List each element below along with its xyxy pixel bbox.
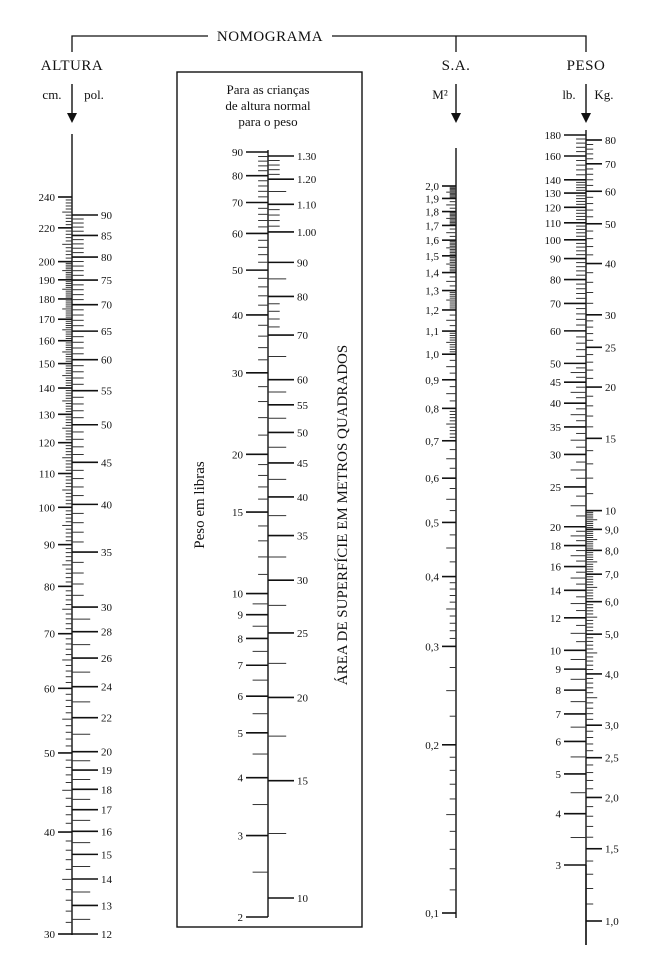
peso-kg-tick-label: 20 — [605, 382, 616, 395]
altura-pol-tick-label: 18 — [101, 784, 112, 797]
box-sa-tick-label: 60 — [297, 374, 308, 387]
altura-pol-tick-label: 17 — [101, 804, 112, 817]
peso-lb-tick-label: 140 — [544, 174, 561, 187]
peso-lb-tick-label: 14 — [550, 585, 561, 598]
peso-lb-tick-label: 12 — [550, 612, 561, 625]
peso-kg-tick-label: 70 — [605, 158, 616, 171]
box-title-line3: para o peso — [238, 114, 298, 129]
peso-kg-tick-label: 8,0 — [605, 545, 619, 558]
sa-tick-label: 0,6 — [425, 473, 439, 486]
peso-lb-tick-label: 5 — [555, 768, 561, 781]
altura-pol-tick-label: 55 — [101, 385, 112, 398]
title: NOMOGRAMA — [216, 29, 324, 45]
box-libras-tick-label: 9 — [237, 609, 243, 622]
scale-labels — [39, 130, 620, 941]
peso-kg-tick-label: 3,0 — [605, 720, 619, 733]
peso-lb-tick-label: 110 — [544, 217, 561, 230]
peso-lb-tick-label: 120 — [544, 202, 561, 215]
peso-lb-tick-label: 7 — [555, 708, 561, 721]
altura-cm-tick-label: 130 — [38, 409, 55, 422]
sa-arrow — [451, 84, 461, 123]
box-libras-tick-label: 10 — [232, 588, 243, 601]
scale-ticks — [58, 135, 602, 958]
altura-cm-tick-label: 220 — [38, 222, 55, 235]
sa-tick-label: 0,2 — [425, 739, 439, 752]
peso-lb-tick-label: 8 — [555, 685, 561, 698]
altura-pol-tick-label: 35 — [101, 547, 112, 560]
altura-cm-tick-label: 140 — [38, 383, 55, 396]
sa-tick-label: 1,4 — [425, 267, 439, 280]
box-sa-tick-label: 90 — [297, 257, 308, 270]
box-sa-tick-label: 25 — [297, 627, 308, 640]
sa-tick-label: 1,6 — [425, 235, 439, 248]
sa-tick-label: 0,8 — [425, 403, 439, 416]
altura-units-cm: cm. — [42, 87, 62, 102]
box-libras-tick-label: 80 — [232, 170, 243, 183]
sa-tick-label: 0,1 — [425, 908, 439, 920]
box-libras-tick-label: 30 — [232, 367, 243, 380]
altura-pol-tick-label: 20 — [101, 746, 112, 759]
altura-cm-tick-label: 240 — [38, 192, 55, 204]
peso-kg-tick-label: 10 — [605, 505, 616, 518]
box-sa-tick-label: 1.30 — [297, 151, 317, 163]
altura-cm-tick-label: 80 — [44, 581, 55, 594]
altura-cm-tick-label: 50 — [44, 747, 55, 760]
box-sa-tick-label: 80 — [297, 291, 308, 304]
peso-lb-tick-label: 70 — [550, 298, 561, 311]
box-sa-tick-label: 1.00 — [297, 226, 317, 239]
altura-pol-tick-label: 60 — [101, 354, 112, 367]
box-sa-tick-label: 15 — [297, 775, 308, 788]
altura-pol-tick-label: 14 — [101, 873, 112, 886]
altura-pol-tick-label: 15 — [101, 849, 112, 862]
peso-kg-tick-label: 6,0 — [605, 596, 619, 609]
sa-tick-label: 1,5 — [425, 250, 439, 263]
peso-lb-tick-label: 9 — [555, 664, 561, 677]
sa-tick-label: 1,1 — [425, 326, 439, 339]
altura-pol-tick-label: 16 — [101, 826, 112, 839]
box-libras-tick-label: 4 — [237, 772, 243, 785]
altura-cm-tick-label: 160 — [38, 335, 55, 348]
sa-tick-label: 0,9 — [425, 374, 439, 387]
box-libras-tick-label: 60 — [232, 228, 243, 241]
box-libras-tick-label: 6 — [237, 691, 243, 704]
peso-units-kg: Kg. — [594, 87, 614, 102]
sa-tick-label: 0,3 — [425, 641, 439, 654]
altura-pol-tick-label: 19 — [101, 765, 112, 778]
altura-pol-tick-label: 70 — [101, 299, 112, 312]
peso-lb-tick-label: 18 — [550, 540, 561, 553]
peso-kg-tick-label: 60 — [605, 186, 616, 199]
box-sa-tick-label: 55 — [297, 399, 308, 412]
altura-header: ALTURA — [40, 58, 104, 74]
peso-lb-tick-label: 20 — [550, 521, 561, 534]
box-libras-tick-label: 3 — [237, 830, 243, 843]
altura-pol-tick-label: 30 — [101, 602, 112, 615]
peso-lb-tick-label: 10 — [550, 645, 561, 658]
peso-units-lb: lb. — [562, 87, 576, 102]
peso-lb-tick-label: 6 — [555, 736, 561, 749]
box-libras-tick-label: 20 — [232, 449, 243, 462]
box-sa-tick-label: 35 — [297, 530, 308, 543]
altura-cm-tick-label: 180 — [38, 293, 55, 306]
peso-lb-tick-label: 4 — [555, 808, 561, 821]
altura-pol-tick-label: 65 — [101, 326, 112, 339]
box-title-line2: de altura normal — [225, 98, 311, 113]
peso-kg-tick-label: 2,5 — [605, 752, 619, 765]
sa-tick-label: 0,4 — [425, 571, 439, 584]
sa-units: M² — [432, 87, 448, 102]
peso-lb-tick-label: 45 — [550, 377, 561, 390]
peso-kg-tick-label: 9,0 — [605, 524, 619, 537]
title-bracket — [72, 36, 586, 52]
peso-kg-tick-label: 1,5 — [605, 843, 619, 856]
box-sa-tick-label: 70 — [297, 330, 308, 343]
box-vertical-libras: Peso em libras — [192, 461, 208, 549]
altura-pol-tick-label: 75 — [101, 275, 112, 288]
altura-pol-tick-label: 40 — [101, 499, 112, 512]
peso-kg-tick-label: 80 — [605, 135, 616, 147]
peso-lb-tick-label: 60 — [550, 325, 561, 338]
box-title-line1: Para as crianças — [226, 82, 310, 97]
sa-tick-label: 1,3 — [425, 285, 439, 298]
peso-lb-tick-label: 80 — [550, 274, 561, 287]
sa-header: S.A. — [441, 58, 471, 74]
box-libras-tick-label: 90 — [232, 147, 243, 159]
altura-cm-tick-label: 60 — [44, 683, 55, 696]
box-sa-tick-label: 40 — [297, 491, 308, 504]
box-sa-tick-label: 1.20 — [297, 174, 317, 187]
box-libras-tick-label: 5 — [237, 727, 243, 740]
peso-lb-tick-label: 16 — [550, 561, 561, 574]
peso-lb-tick-label: 90 — [550, 253, 561, 266]
altura-pol-tick-label: 24 — [101, 681, 112, 694]
peso-kg-tick-label: 40 — [605, 258, 616, 271]
altura-cm-tick-label: 90 — [44, 539, 55, 552]
box-libras-tick-label: 50 — [232, 265, 243, 278]
peso-kg-tick-label: 4,0 — [605, 668, 619, 681]
peso-lb-tick-label: 3 — [555, 860, 561, 872]
sa-tick-label: 1,2 — [425, 304, 439, 317]
box-sa-tick-label: 10 — [297, 893, 308, 905]
altura-pol-tick-label: 45 — [101, 457, 112, 470]
peso-kg-tick-label: 7,0 — [605, 569, 619, 582]
box-sa-tick-label: 50 — [297, 427, 308, 440]
altura-arrow — [67, 84, 77, 123]
peso-lb-tick-label: 25 — [550, 481, 561, 494]
peso-arrow — [581, 84, 591, 123]
altura-cm-tick-label: 30 — [44, 929, 55, 941]
box-sa-tick-label: 30 — [297, 575, 308, 588]
peso-kg-tick-label: 30 — [605, 309, 616, 322]
peso-kg-tick-label: 5,0 — [605, 629, 619, 642]
peso-kg-tick-label: 25 — [605, 342, 616, 355]
altura-cm-tick-label: 200 — [38, 256, 55, 269]
box-sa-tick-label: 20 — [297, 692, 308, 705]
altura-pol-tick-label: 22 — [101, 712, 112, 725]
box-libras-tick-label: 7 — [237, 660, 243, 673]
altura-cm-tick-label: 170 — [38, 314, 55, 327]
altura-pol-tick-label: 13 — [101, 900, 112, 913]
box-libras-tick-label: 40 — [232, 309, 243, 322]
box-libras-tick-label: 2 — [237, 912, 243, 924]
box-libras-tick-label: 15 — [232, 507, 243, 520]
sa-tick-label: 1,8 — [425, 206, 439, 219]
peso-kg-tick-label: 15 — [605, 433, 616, 446]
peso-lb-tick-label: 50 — [550, 358, 561, 371]
altura-pol-tick-label: 80 — [101, 252, 112, 265]
peso-lb-tick-label: 100 — [544, 234, 561, 247]
sa-tick-label: 1,7 — [425, 220, 439, 233]
altura-units-pol: pol. — [84, 87, 104, 102]
altura-pol-tick-label: 85 — [101, 230, 112, 243]
sa-tick-label: 2,0 — [425, 181, 439, 193]
peso-kg-tick-label: 50 — [605, 218, 616, 231]
sa-tick-label: 1,9 — [425, 193, 439, 206]
altura-pol-tick-label: 90 — [101, 210, 112, 222]
sa-tick-label: 0,5 — [425, 517, 439, 530]
altura-cm-tick-label: 40 — [44, 827, 55, 840]
peso-lb-tick-label: 130 — [544, 188, 561, 201]
peso-header: PESO — [566, 58, 606, 74]
peso-kg-tick-label: 2,0 — [605, 792, 619, 805]
box-vertical-sa: ÁREA DE SUPERFÍCIE EM METROS QUADRADOS — [335, 344, 351, 686]
peso-lb-tick-label: 35 — [550, 421, 561, 434]
box-libras-tick-label: 8 — [237, 633, 243, 646]
altura-pol-tick-label: 28 — [101, 626, 112, 639]
altura-pol-tick-label: 26 — [101, 653, 112, 666]
altura-pol-tick-label: 12 — [101, 929, 112, 941]
altura-cm-tick-label: 110 — [38, 468, 55, 481]
box-libras-tick-label: 70 — [232, 197, 243, 210]
box-sa-tick-label: 1.10 — [297, 199, 317, 212]
peso-lb-tick-label: 180 — [544, 130, 561, 142]
sa-tick-label: 0,7 — [425, 435, 439, 448]
peso-lb-tick-label: 30 — [550, 449, 561, 462]
altura-cm-tick-label: 190 — [38, 274, 55, 287]
altura-cm-tick-label: 120 — [38, 437, 55, 450]
sa-tick-label: 1,0 — [425, 349, 439, 362]
altura-cm-tick-label: 150 — [38, 358, 55, 371]
altura-cm-tick-label: 100 — [38, 502, 55, 515]
altura-cm-tick-label: 70 — [44, 628, 55, 641]
box-sa-tick-label: 45 — [297, 457, 308, 470]
peso-lb-tick-label: 40 — [550, 398, 561, 411]
peso-lb-tick-label: 160 — [544, 151, 561, 164]
peso-kg-tick-label: 1,0 — [605, 916, 619, 928]
altura-pol-tick-label: 50 — [101, 419, 112, 432]
